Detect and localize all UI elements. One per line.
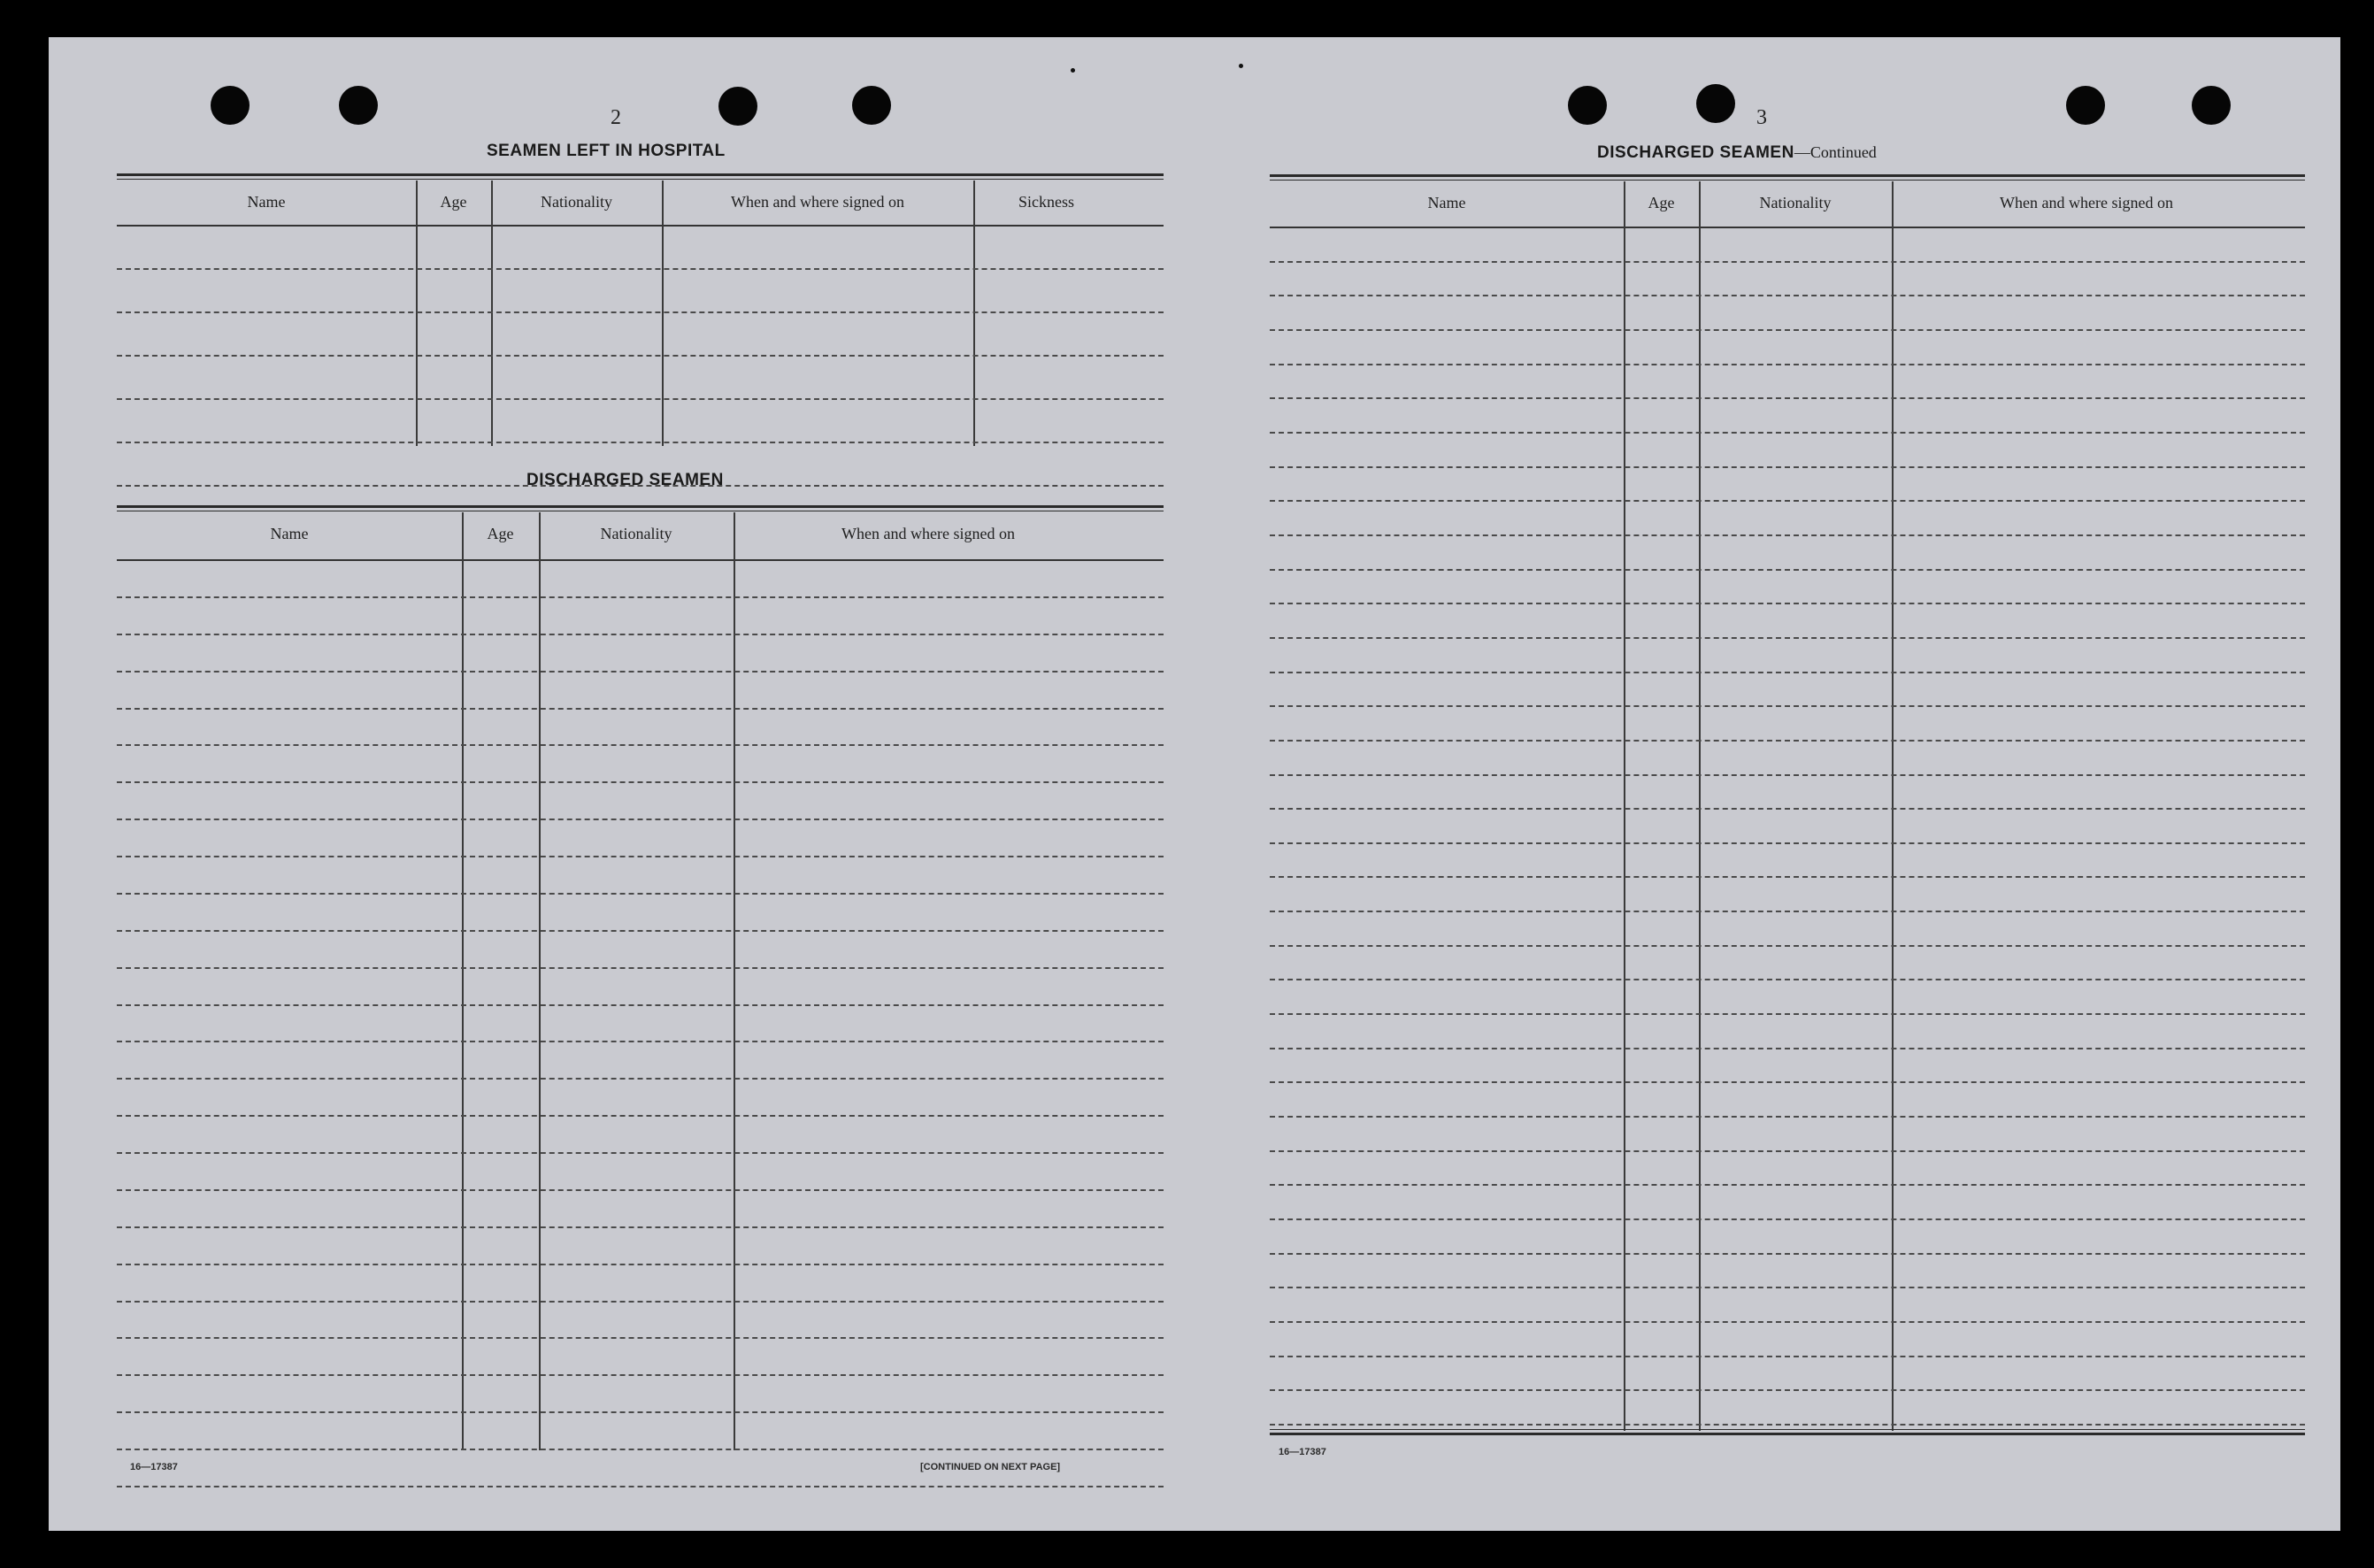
discharged-col-nationality: Nationality [600, 525, 672, 542]
punch-hole [2066, 86, 2105, 125]
right-title-main: DISCHARGED SEAMEN [1597, 143, 1794, 162]
hospital-col-name: Name [247, 193, 286, 211]
right-blank-row [1270, 740, 2305, 742]
right-blank-row [1270, 1287, 2305, 1288]
right-blank-row [1270, 1081, 2305, 1083]
right-blank-row [1270, 466, 2305, 468]
discharged-col-name: Name [270, 525, 309, 542]
right-blank-row [1270, 774, 2305, 776]
right-blank-row [1270, 364, 2305, 365]
right-blank-row [1270, 1424, 2305, 1426]
right-section-title [1597, 143, 1877, 163]
discharged-blank-row [117, 1226, 1164, 1228]
discharged-blank-row [117, 596, 1164, 598]
hospital-col-age: Age [440, 193, 467, 211]
right-col-age: Age [1648, 194, 1675, 211]
right-blank-row [1270, 500, 2305, 502]
discharged-blank-row [117, 819, 1164, 820]
right-col-name: Name [1427, 194, 1466, 211]
right-blank-row [1270, 1184, 2305, 1186]
right-footer-code: 16—17387 [1279, 1447, 1326, 1457]
right-blank-row [1270, 534, 2305, 536]
right-blank-row [1270, 1321, 2305, 1323]
discharged-blank-row [117, 1078, 1164, 1080]
ink-speck [1071, 68, 1075, 73]
punch-hole [339, 86, 378, 125]
discharged-blank-row [117, 1374, 1164, 1376]
discharged-col-signed-on: When and where signed on [841, 525, 1015, 542]
discharged-blank-row [117, 1004, 1164, 1006]
left-footer-continued: [CONTINUED ON NEXT PAGE] [920, 1462, 1061, 1472]
right-blank-row [1270, 808, 2305, 810]
right-discharged-table [1270, 174, 2305, 1480]
punch-hole [718, 87, 757, 126]
discharged-section-title: DISCHARGED SEAMEN [526, 471, 724, 489]
discharged-blank-row [117, 1115, 1164, 1117]
punch-hole [1696, 84, 1735, 123]
discharged-blank-row [117, 930, 1164, 932]
right-blank-row [1270, 1150, 2305, 1152]
discharged-blank-row [117, 1189, 1164, 1191]
discharged-blank-row [117, 856, 1164, 857]
punch-hole [852, 86, 891, 125]
document-sheet [49, 37, 2340, 1531]
right-blank-row [1270, 705, 2305, 707]
right-blank-row [1270, 672, 2305, 673]
hospital-table [117, 173, 1164, 488]
right-page-number: 3 [1756, 106, 1767, 129]
punch-hole [1568, 86, 1607, 125]
right-blank-row [1270, 842, 2305, 844]
discharged-blank-row [117, 744, 1164, 746]
right-blank-row [1270, 261, 2305, 263]
right-blank-row [1270, 295, 2305, 296]
discharged-col-age: Age [487, 525, 514, 542]
right-blank-row [1270, 945, 2305, 947]
right-blank-row [1270, 637, 2305, 639]
right-blank-row [1270, 329, 2305, 331]
hospital-blank-row [117, 398, 1164, 400]
hospital-section-title: SEAMEN LEFT IN HOSPITAL [487, 142, 726, 160]
discharged-blank-row [117, 967, 1164, 969]
hospital-blank-row [117, 311, 1164, 313]
hospital-col-sickness: Sickness [1018, 193, 1074, 211]
discharged-blank-row [117, 634, 1164, 635]
right-blank-row [1270, 397, 2305, 399]
right-blank-row [1270, 979, 2305, 980]
right-col-signed-on: When and where signed on [2000, 194, 2173, 211]
right-blank-row [1270, 1048, 2305, 1049]
hospital-col-nationality: Nationality [541, 193, 612, 211]
right-col-nationality: Nationality [1759, 194, 1832, 211]
hospital-blank-row [117, 355, 1164, 357]
right-blank-row [1270, 1218, 2305, 1220]
discharged-blank-row [117, 1411, 1164, 1413]
hospital-blank-row [117, 268, 1164, 270]
right-blank-row [1270, 1116, 2305, 1118]
right-blank-row [1270, 1013, 2305, 1015]
discharged-blank-row [117, 1041, 1164, 1042]
discharged-blank-row [117, 1301, 1164, 1303]
left-page-number: 2 [611, 106, 621, 129]
hospital-blank-row [117, 442, 1164, 443]
discharged-blank-row [117, 781, 1164, 783]
discharged-blank-row [117, 1337, 1164, 1339]
hospital-col-signed-on: When and where signed on [731, 193, 904, 211]
right-blank-row [1270, 1253, 2305, 1255]
discharged-blank-row [117, 671, 1164, 673]
right-blank-row [1270, 432, 2305, 434]
discharged-blank-row [117, 1264, 1164, 1265]
left-footer-code: 16—17387 [130, 1462, 178, 1472]
punch-hole [2192, 86, 2231, 125]
right-blank-row [1270, 876, 2305, 878]
discharged-blank-row [117, 1152, 1164, 1154]
punch-hole [211, 86, 250, 125]
right-blank-row [1270, 603, 2305, 604]
discharged-blank-row [117, 708, 1164, 710]
right-title-continued: —Continued [1794, 143, 1877, 161]
right-blank-row [1270, 1389, 2305, 1391]
ink-speck [1239, 64, 1243, 68]
right-blank-row [1270, 569, 2305, 571]
right-blank-row [1270, 1356, 2305, 1357]
discharged-blank-row [117, 1449, 1164, 1450]
discharged-blank-row [117, 1486, 1164, 1487]
discharged-blank-row [117, 893, 1164, 895]
right-blank-row [1270, 911, 2305, 912]
discharged-table [117, 502, 1164, 1488]
